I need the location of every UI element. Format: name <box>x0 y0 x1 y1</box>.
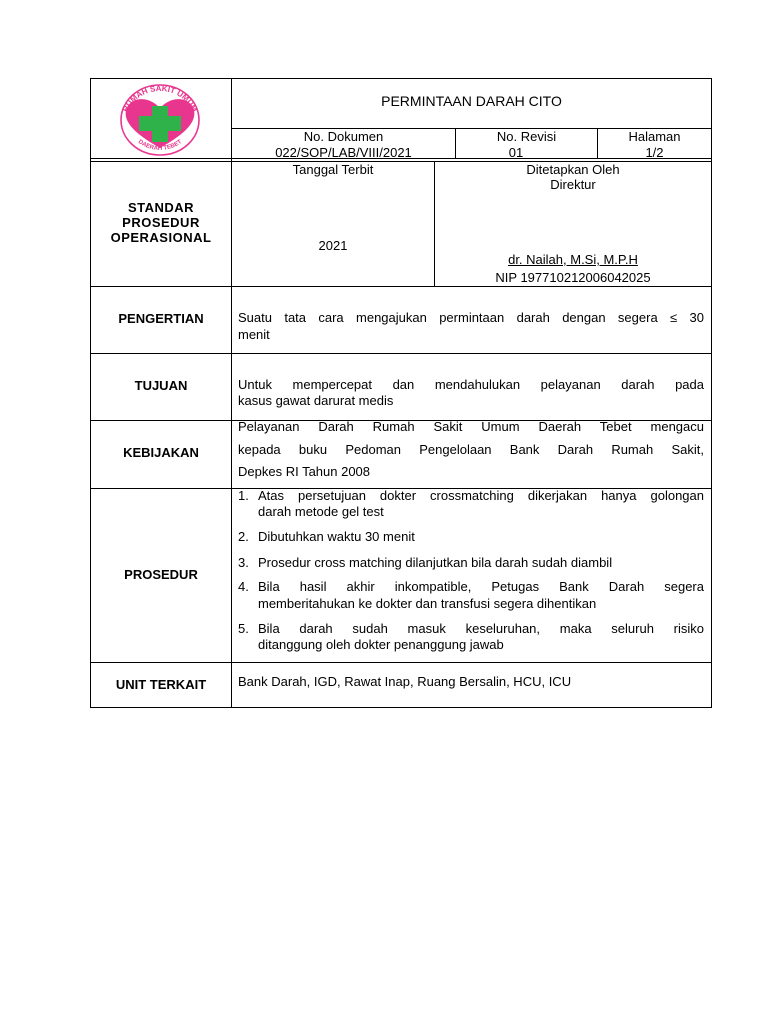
prosedur-item-number: 5. <box>238 621 249 636</box>
document-title: PERMINTAAN DARAH CITO <box>381 93 562 109</box>
prosedur-label: PROSEDUR <box>124 567 198 582</box>
row-sep-2 <box>90 353 712 354</box>
unit-terkait-label: UNIT TERKAIT <box>115 677 207 692</box>
doc-no-value: 022/SOP/LAB/VIII/2021 <box>275 145 412 160</box>
tanggal-terbit-label: Tanggal Terbit <box>292 162 374 177</box>
tujuan-label: TUJUAN <box>134 378 188 393</box>
kebijakan-line1: Pelayanan Darah Rumah Sakit Umum Daerah Tebet mengacu <box>238 419 704 434</box>
tanggal-terbit-value: 2021 <box>318 238 348 253</box>
prosedur-item-number: 2. <box>238 529 249 544</box>
border-top <box>90 78 712 79</box>
kebijakan-line3: Depkes RI Tahun 2008 <box>238 464 371 479</box>
pengertian-line2: menit <box>238 327 270 342</box>
sop-label-line1: STANDAR <box>127 200 195 215</box>
prosedur-item-line1: Dibutuhkan waktu 30 menit <box>258 529 415 544</box>
unit-terkait-value: Bank Darah, IGD, Rawat Inap, Ruang Bersalin, HCU, ICU <box>238 674 572 689</box>
kebijakan-line2: kepada buku Pedoman Pengelolaan Bank Darah Rumah Sakit, <box>238 442 704 457</box>
sop-label-line2: PROSEDUR <box>122 215 200 230</box>
prosedur-item-number: 4. <box>238 579 249 594</box>
prosedur-item-line1: Bila darah sudah masuk keseluruhan, maka seluruh risiko <box>258 621 704 636</box>
halaman-label: Halaman <box>628 129 681 144</box>
revisi-label: No. Revisi <box>496 129 557 144</box>
doc-no-label: No. Dokumen <box>303 129 384 144</box>
tujuan-line2: kasus gawat darurat medis <box>238 393 394 408</box>
revisi-value: 01 <box>508 145 524 160</box>
row-sep-5 <box>90 662 712 663</box>
halaman-value: 1/2 <box>645 145 664 160</box>
logo-bottom-text: DAERAH TEBET <box>136 139 184 152</box>
signer-name: dr. Nailah, M.Si, M.P.H <box>508 252 638 267</box>
row-sep-1 <box>90 286 712 287</box>
hospital-logo <box>117 82 203 156</box>
signer-nip: NIP 197710212006042025 <box>495 270 651 285</box>
ditetapkan-label: Ditetapkan Oleh <box>526 162 620 177</box>
pengertian-line1: Suatu tata cara mengajukan permintaan darah dengan segera ≤ 30 <box>238 310 704 325</box>
prosedur-item-line1: Atas persetujuan dokter crossmatching dikerjakan hanya golongan <box>258 488 704 503</box>
direktur-label: Direktur <box>550 177 596 192</box>
border-bottom <box>90 707 712 708</box>
prosedur-item-line2: darah metode gel test <box>258 504 384 519</box>
prosedur-item-number: 3. <box>238 555 249 570</box>
prosedur-item-line1: Bila hasil akhir inkompatible, Petugas Bank Darah segera <box>258 579 704 594</box>
prosedur-item-line2: ditanggung oleh dokter penanggung jawab <box>258 637 504 652</box>
heart-cross-logo-icon <box>117 82 203 156</box>
logo-top-text: RUMAH SAKIT UMUM <box>120 83 200 114</box>
prosedur-item-number: 1. <box>238 488 249 503</box>
tujuan-line1: Untuk mempercepat dan mendahulukan pelayanan darah pada <box>238 377 704 392</box>
kebijakan-label: KEBIJAKAN <box>123 445 199 460</box>
prosedur-item-line1: Prosedur cross matching dilanjutkan bila darah sudah diambil <box>258 555 613 570</box>
border-right <box>711 78 712 708</box>
sop-label-line3: OPERASIONAL <box>110 230 212 245</box>
prosedur-item-line2: memberitahukan ke dokter dan transfusi segera dihentikan <box>258 596 597 611</box>
pengertian-label: PENGERTIAN <box>118 311 204 326</box>
